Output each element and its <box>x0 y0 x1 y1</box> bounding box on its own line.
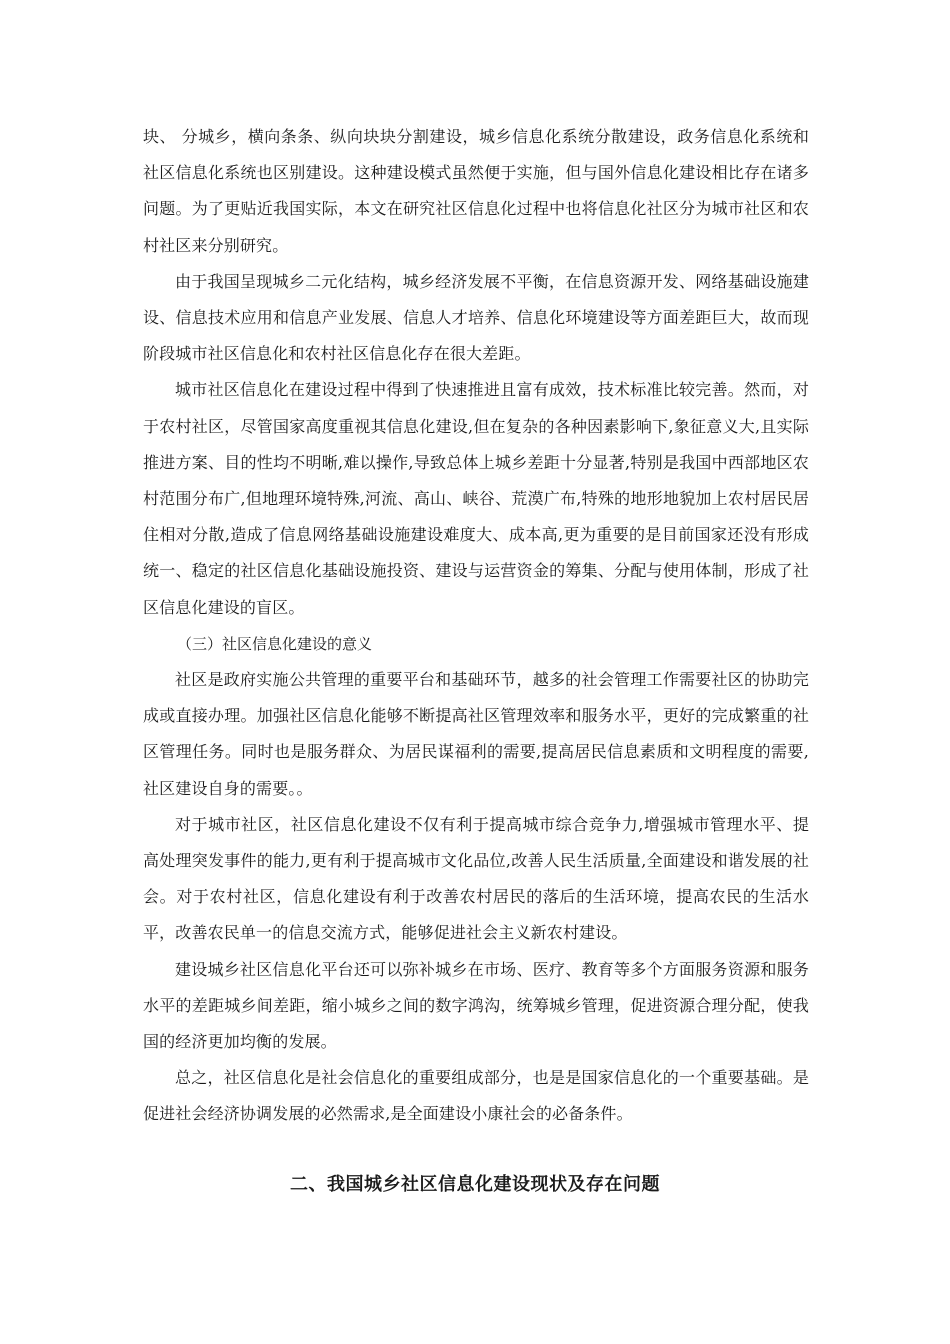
paragraph-urban-rural-gap: 城市社区信息化在建设过程中得到了快速推进且富有成效，技术标准比较完善。然而，对于农村社区，尽管国家高度重视其信息化建设,但在复杂的各种因素影响下,象征意义大,且实际推进方案、目的性均不明晰,难以操作,导致总体上城乡差距十分显著,特别是我国中西部地区农村范围分布广,但地理环境特殊,河流、高山、峡谷、荒漠广布,特殊的地形地貌加上农村居民居住相对分散,造成了信息网络基础设施建设难度大、成本高,更为重要的是目前国家还没有形成统一、稳定的社区信息化基础设施投资、建设与运营资金的筹集、分配与使用体制，形成了社区信息化建设的盲区。 <box>143 380 809 617</box>
paragraph-urban-community: 对于城市社区，社区信息化建设不仅有利于提高城市综合竞争力,增强城市管理水平、提高处理突发事件的能力,更有利于提高城市文化品位,改善人民生活质量,全面建设和谐发展的社会。对于农村社区，信息化建设有利于改善农村居民的落后的生活环境，提高农民的生活水平，改善农民单一的信息交流方式，能够促进社会主义新农村建设。 <box>143 814 809 943</box>
paragraph-platform-benefits: 建设城乡社区信息化平台还可以弥补城乡在市场、医疗、教育等多个方面服务资源和服务水平的差距城乡间差距，缩小城乡之间的数字鸿沟，统筹城乡管理，促进资源合理分配，使我国的经济更加均衡的发展。 <box>143 959 809 1052</box>
body-text <box>143 119 809 1133</box>
section-title: 二、我国城乡社区信息化建设现状及存在问题 <box>290 1174 660 1195</box>
paragraph-dual-structure: 由于我国呈现城乡二元化结构，城乡经济发展不平衡，在信息资源开发、网络基础设施建设、信息技术应用和信息产业发展、信息人才培养、信息化环境建设等方面差距巨大，故而现阶段城市社区信息化和农村社区信息化存在很大差距。 <box>143 271 809 364</box>
subsection-heading: （三）社区信息化建设的意义 <box>177 634 373 653</box>
paragraph-summary: 总之，社区信息化是社会信息化的重要组成部分，也是是国家信息化的一个重要基础。是促进社会经济协调发展的必然需求,是全面建设小康社会的必备条件。 <box>143 1068 809 1124</box>
paragraph-continuation: 块、 分城乡，横向条条、纵向块块分割建设，城乡信息化系统分散建设，政务信息化系统和社区信息化系统也区别建设。这种建设模式虽然便于实施，但与国外信息化建设相比存在诸多问题。为了更贴近我国实际，本文在研究社区信息化过程中也将信息化社区分为城市社区和农村社区来分别研究。 <box>143 127 809 255</box>
paragraph-community-platform: 社区是政府实施公共管理的重要平台和基础环节，越多的社会管理工作需要社区的协助完成或直接办理。加强社区信息化能够不断提高社区管理效率和服务水平，更好的完成繁重的社区管理任务。同时也是服务群众、为居民谋福利的需要,提高居民信息素质和文明程度的需要,社区建设自身的需要。。 <box>143 670 809 798</box>
